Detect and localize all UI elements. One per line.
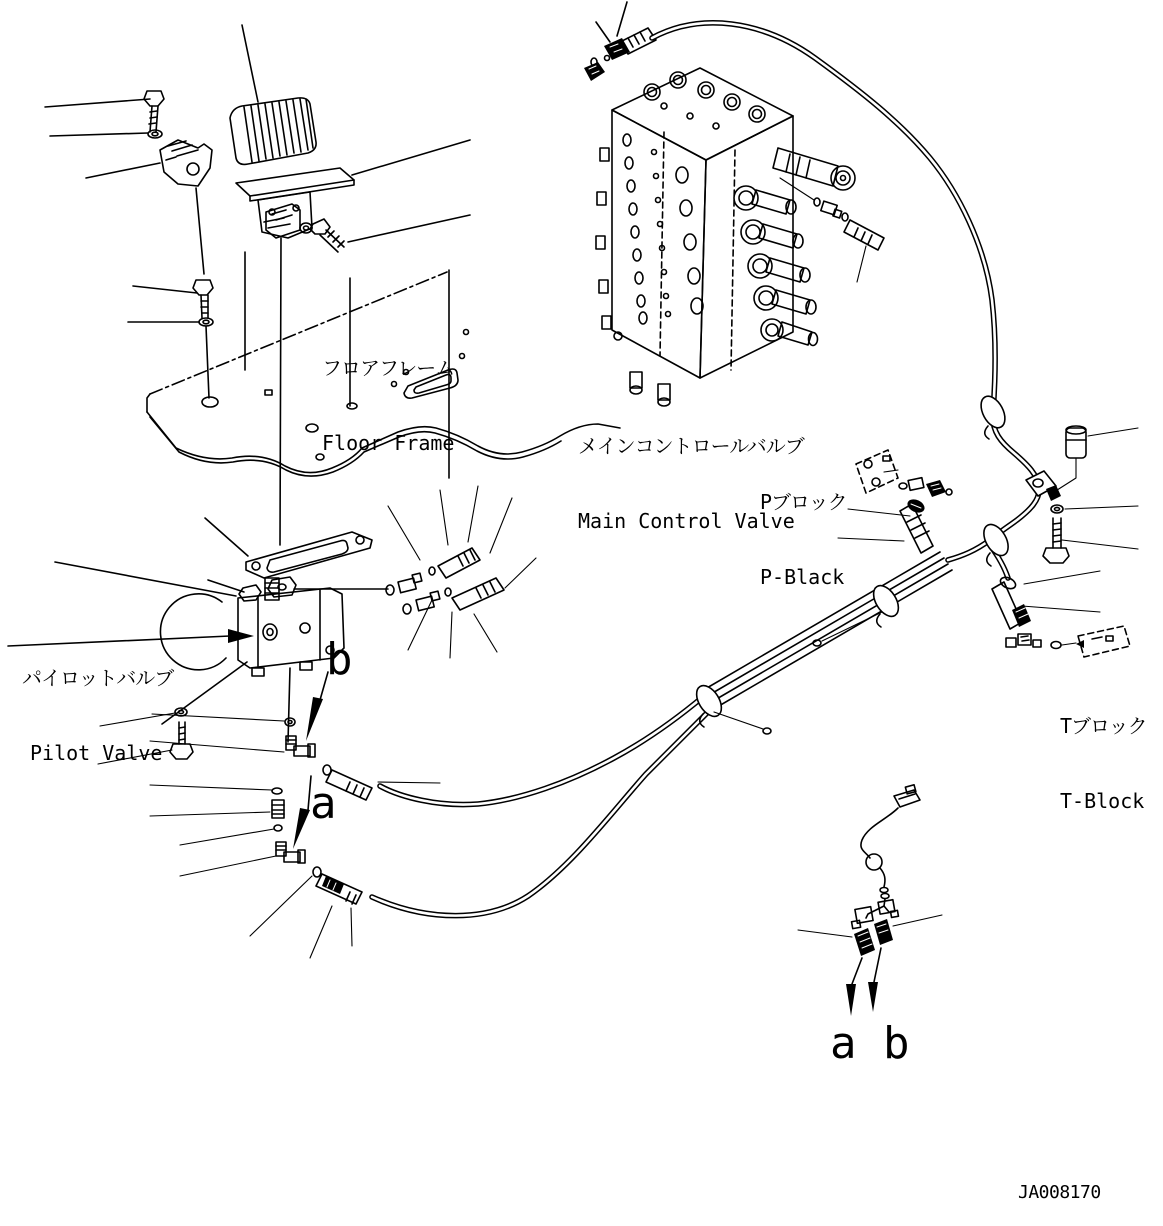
t-block-box [1076, 626, 1130, 657]
t-block-label-en: T-Block [1060, 789, 1145, 813]
p-block-label [760, 440, 847, 615]
t-block-label [1060, 664, 1147, 839]
t-block-label-jp: Tブロック [1060, 714, 1147, 738]
pilot-valve-label-jp: パイロットバルブ [22, 666, 174, 690]
port-letter-b: b [326, 634, 353, 685]
floor-mount-bolt [128, 280, 213, 398]
main-control-valve-label-jp: メインコントロールバルブ [578, 434, 804, 458]
floor-frame-label-en: Floor Frame [322, 431, 455, 455]
floor-frame-label-jp: フロアフレーム [322, 356, 455, 380]
main-control-valve-label-en: Main Control Valve [578, 509, 795, 533]
p-block-bracket [856, 450, 952, 497]
p-block-label-jp: Pブロック [760, 490, 847, 514]
drawing-number: JA008170 [1018, 1182, 1101, 1203]
p-block-label-en: P-Black [760, 565, 845, 589]
port-letters-ab: a b [830, 1018, 910, 1069]
port-letter-a: a [310, 778, 337, 829]
wiring-harness [798, 785, 942, 1016]
pilot-fitting-chains [386, 486, 536, 658]
pilot-valve-label-en: Pilot Valve [30, 741, 163, 765]
floor-frame-label [322, 306, 454, 481]
main-control-valve-group [584, 2, 884, 406]
pilot-valve-label [22, 616, 173, 791]
